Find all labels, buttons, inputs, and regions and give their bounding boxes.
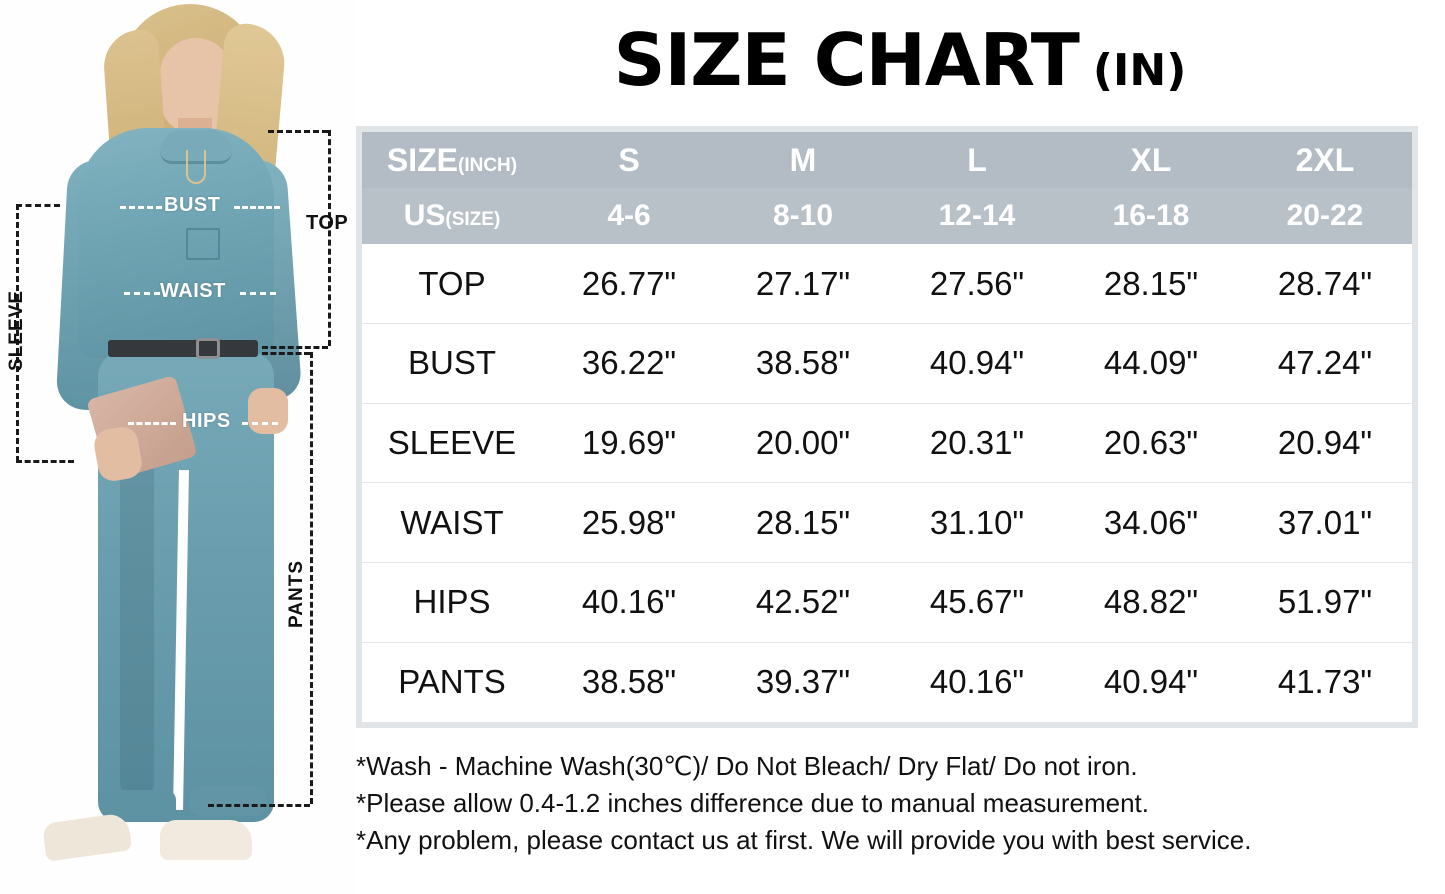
- cell-top-l: 27.56": [890, 244, 1064, 324]
- cell-bust-xl: 44.09": [1064, 324, 1238, 404]
- necklace: [186, 150, 206, 184]
- cell-hips-s: 40.16": [542, 563, 716, 643]
- cell-top-s: 26.77": [542, 244, 716, 324]
- us-size-xl: 16-18: [1064, 188, 1238, 244]
- cell-waist-l: 31.10": [890, 483, 1064, 563]
- note-wash: *Wash - Machine Wash(30℃)/ Do Not Bleach/ Dry Flat/ Do not iron.: [356, 751, 1138, 781]
- cell-top-2xl: 28.74": [1238, 244, 1412, 324]
- top-bracket-bottom: [262, 346, 328, 349]
- page-title-main: SIZE CHART: [613, 18, 1079, 102]
- cell-waist-m: 28.15": [716, 483, 890, 563]
- annotation-pants: PANTS: [286, 560, 307, 628]
- header-cell-s: S: [542, 132, 716, 188]
- annotation-sleeve: SLEEVE: [6, 290, 27, 371]
- size-label: SIZE: [386, 141, 458, 178]
- header-cell-size-label: [362, 132, 542, 188]
- header-row-size: [362, 132, 1412, 188]
- cell-bust-l: 40.94": [890, 324, 1064, 404]
- right-hand: [248, 388, 288, 434]
- cell-pants-m: 39.37": [755, 663, 851, 701]
- row-label-top: TOP: [362, 244, 542, 324]
- us-size-2xl: 20-22: [1238, 188, 1412, 244]
- header-cell-us-label: [362, 188, 542, 244]
- row-label-pants: PANTS: [398, 663, 506, 701]
- us-label: US: [403, 199, 446, 232]
- bust-dash-right: [234, 206, 280, 209]
- header-row-us: [362, 188, 1412, 244]
- header-cell-m: M: [716, 132, 890, 188]
- us-size-l: 12-14: [890, 188, 1064, 244]
- cell-waist-xl: 34.06": [1064, 483, 1238, 563]
- hips-dash-left: [128, 422, 176, 425]
- table-row: [362, 483, 1412, 563]
- sleeve-bracket-top: [16, 204, 60, 207]
- belt-buckle: [196, 338, 220, 359]
- leg-shadow: [120, 430, 154, 800]
- cell-hips-m: 42.52": [716, 563, 890, 643]
- cell-hips-xl: 48.82": [1064, 563, 1238, 643]
- pants-bracket-bottom: [208, 804, 310, 807]
- row-label-waist: WAIST: [362, 483, 542, 563]
- table-header: [362, 132, 1412, 244]
- size-chart-table-card: [356, 126, 1418, 728]
- cell-hips-2xl: 51.97": [1238, 563, 1412, 643]
- page-title-unit: (IN): [1092, 45, 1187, 96]
- row-label-sleeve: SLEEVE: [362, 403, 542, 483]
- cell-top-xl: 28.15": [1064, 244, 1238, 324]
- right-pant-cuff: [190, 786, 266, 816]
- annotation-top: TOP: [306, 212, 349, 234]
- cell-pants-xl: 40.94": [1103, 663, 1199, 701]
- table-body: [362, 244, 1412, 722]
- belt: [108, 340, 258, 357]
- cell-bust-2xl: 47.24": [1238, 324, 1412, 404]
- right-shoe: [160, 820, 252, 860]
- annotation-hips: HIPS: [182, 410, 231, 432]
- us-size-m: 8-10: [716, 188, 890, 244]
- us-label-unit: (SIZE): [445, 209, 501, 230]
- cell-pants-s: 38.58": [581, 663, 677, 701]
- cell-pants-l: 40.16": [929, 663, 1025, 701]
- header-cell-2xl: 2XL: [1238, 132, 1412, 188]
- table-row: [362, 403, 1412, 483]
- chest-pocket: [186, 228, 220, 260]
- model-photo: [0, 0, 355, 894]
- cell-sleeve-l: 20.31": [890, 403, 1064, 483]
- header-cell-xl: XL: [1064, 132, 1238, 188]
- cell-waist-s: 25.98": [542, 483, 716, 563]
- top-bracket-top: [268, 130, 328, 133]
- note-measurement: *Please allow 0.4-1.2 inches difference due to manual measurement.: [356, 787, 1149, 818]
- left-shoe: [42, 812, 132, 862]
- table-row: [362, 642, 1412, 722]
- waist-dash-right: [240, 292, 276, 295]
- cell-top-m: 27.17": [716, 244, 890, 324]
- cell-sleeve-2xl: 20.94": [1238, 403, 1412, 483]
- pants-bracket-top: [262, 352, 310, 355]
- cell-pants-2xl: 41.73": [1277, 663, 1373, 701]
- cell-hips-l: 45.67": [890, 563, 1064, 643]
- table-row: [362, 324, 1412, 404]
- row-label-bust: BUST: [362, 324, 542, 404]
- cell-bust-s: 36.22": [542, 324, 716, 404]
- cell-sleeve-s: 19.69": [542, 403, 716, 483]
- size-chart-table: [362, 132, 1412, 722]
- care-notes: [356, 748, 1441, 859]
- cell-sleeve-m: 20.00": [716, 403, 890, 483]
- cell-sleeve-xl: 20.63": [1064, 403, 1238, 483]
- us-size-s: 4-6: [542, 188, 716, 244]
- annotation-bust: BUST: [164, 194, 221, 216]
- page-title: [355, 18, 1445, 102]
- waist-dash-left: [124, 292, 160, 295]
- table-row: [362, 563, 1412, 643]
- note-service: *Any problem, please contact us at first. We will provide you with best service.: [356, 824, 1252, 855]
- hips-dash-right: [242, 422, 278, 425]
- top-bracket-vertical: [328, 130, 331, 346]
- header-cell-l: L: [890, 132, 1064, 188]
- pants-bracket-vertical: [310, 352, 313, 804]
- sleeve-bracket-bottom: [16, 460, 74, 463]
- bust-dash-left: [120, 206, 162, 209]
- row-label-hips: HIPS: [362, 563, 542, 643]
- table-row: [362, 244, 1412, 324]
- size-label-unit: (INCH): [458, 154, 518, 176]
- annotation-waist: WAIST: [160, 280, 226, 302]
- cell-bust-m: 38.58": [716, 324, 890, 404]
- model-illustration: [0, 0, 355, 894]
- cell-waist-2xl: 37.01": [1238, 483, 1412, 563]
